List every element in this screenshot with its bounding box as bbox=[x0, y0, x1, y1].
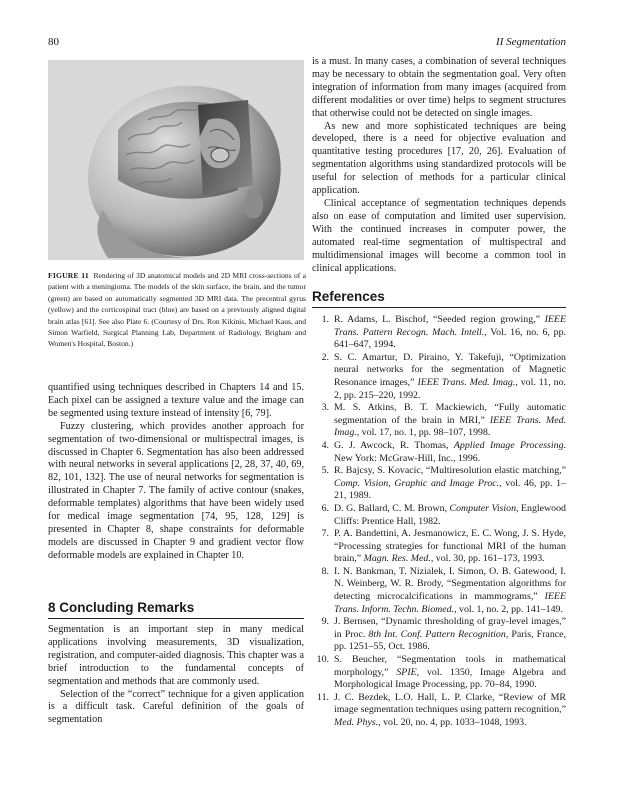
reference-number: 2. bbox=[321, 351, 329, 363]
reference-number: 11. bbox=[317, 691, 329, 703]
caption-label: FIGURE 11 bbox=[48, 271, 89, 280]
reference-authors-title: M. S. Atkins, B. T. Mackiewich, “Fully automatic segmentation of the brain in MRI,” bbox=[334, 402, 566, 426]
reference-authors-title: G. J. Awcock, R. Thomas, bbox=[334, 439, 454, 451]
reference-authors-title: D. G. Ballard, C. M. Brown, bbox=[334, 502, 450, 514]
reference-details: , vol. 30, pp. 161–173, 1993. bbox=[430, 553, 545, 565]
reference-authors-title: J. C. Bezdek, L.O. Hall, L. P. Clarke, “Review of MR image segmentation techniques using pattern recognition,” bbox=[334, 691, 566, 716]
reference-journal: Computer Vision bbox=[449, 502, 517, 514]
right-para-1: is a must. In many cases, a combination of several techniques may be necessary to obtain the segmentation goal. Very often integration of information from many images (acquired from different modalities or over time) helps to segment structures that otherwise could not be detected on single images. bbox=[312, 56, 566, 119]
right-column-text bbox=[312, 56, 566, 275]
reference-number: 4. bbox=[321, 439, 329, 451]
reference-item bbox=[312, 440, 566, 465]
concluding-remarks-text bbox=[48, 624, 304, 727]
left-para-2: Fuzzy clustering, which provides another approach for segmentation of two-dimensional or multispectral images, is discussed in Chapter 6. Segmentation has also been addressed with neural networks in several applications [2, 28, 37, 40, 69, 82, 101, 132]. The use of neural networks for segmentation is illustrated in Chapter 7. The family of active contour (snakes, deformable templates) algorithms that have been widely used for medical image segmentation [74, 95, 128, 129] is presented in Chapter 8, shape constraints for deformable models are discussed in Chapter 9 and gradient vector flow deformable models are explained in Chapter 10. bbox=[48, 420, 304, 561]
reference-authors-title: S. C. Amartur, D. Piraino, Y. Takefuji, “Optimization neural networks for the segmentation of Magnetic Resonance images,” bbox=[334, 351, 566, 388]
reference-journal: Magn. Res. Med. bbox=[363, 553, 431, 565]
reference-number: 8. bbox=[321, 565, 329, 577]
reference-journal: IEEE Trans. Inform. Techn. Biomed. bbox=[334, 591, 566, 615]
left-column-text bbox=[48, 382, 304, 563]
reference-authors-title: J. Bernsen, “Dynamic thresholding of gray-level images,” in Proc. bbox=[334, 616, 566, 640]
caption-text: Rendering of 3D anatomical models and 2D MRI cross-sections of a patient with a meningioma. The models of the skin surface, the brain, and the tumor (green) are based on automatically segmented 3D MRI data. The precentral gyrus (yellow) and the corticospinal tract (blue) are based on a previously aligned digital brain atlas [61]. See also Plate 6. (Courtesy of Drs. Ron Kikinis, Michael Kaus, and Simon Warfield, Surgical Planning Lab, Department of Radiology, Brigham and Women's Hospital, Boston.) bbox=[48, 271, 307, 349]
reference-item bbox=[312, 616, 566, 654]
reference-item bbox=[312, 692, 566, 730]
reference-number: 10. bbox=[316, 654, 329, 666]
reference-item bbox=[312, 566, 566, 616]
reference-number: 7. bbox=[321, 528, 329, 540]
reference-item bbox=[312, 402, 566, 440]
reference-authors-title: R. Bajcsy, S. Kovacic, “Multiresolution elastic matching,” bbox=[334, 465, 566, 477]
reference-item bbox=[312, 352, 566, 402]
reference-details: , vol. 1350, Image Algebra and Morphological Image Processing, pp. 70–84, 1990. bbox=[334, 666, 566, 691]
reference-authors-title: P. A. Bandettini, A. Jesmanowicz, E. C. Wong, J. S. Hyde, “Processing strategies for functional MRI of the human brain,” bbox=[334, 528, 566, 565]
reference-number: 5. bbox=[321, 465, 329, 477]
reference-details: , Vol. 16, no. 6, pp. 641–647, 1994. bbox=[334, 326, 567, 351]
reference-details: , Englewood Cliffs: Prentice Hall, 1982. bbox=[334, 502, 566, 527]
left-para-4: Selection of the “correct” technique for a given application is a difficult task. Careful definition of the goals of segmentation bbox=[48, 688, 304, 726]
reference-item bbox=[312, 465, 566, 503]
page-number: 80 bbox=[48, 36, 59, 48]
references-heading: References bbox=[312, 289, 566, 308]
reference-details: , vol. 1, no. 2, pp. 141–149. bbox=[454, 603, 563, 615]
reference-journal: Comp. Vision, Graphic and Image Proc. bbox=[334, 477, 500, 489]
reference-authors-title: I. N. Bankman, T. Nizialek, I. Simon, O. B. Gatewood, I. N. Weinberg, W. R. Brody, “Segmentation algorithms for detecting microcalcifications in mammograms,” bbox=[334, 565, 566, 603]
reference-authors-title: S. Beucher, “Segmentation tools in mathematical morphology,” bbox=[334, 654, 566, 678]
figure-brain-rendering bbox=[48, 60, 304, 260]
concluding-remarks-heading-wrap bbox=[48, 600, 304, 619]
reference-details: , Paris, France, pp. 1251–55, Oct. 1986. bbox=[334, 628, 566, 653]
reference-journal: IEEE Trans. Med. Imag. bbox=[334, 414, 566, 439]
reference-details: , vol. 11, no. 2, pp. 215–220, 1992. bbox=[334, 376, 566, 401]
left-para-1: quantified using techniques described in Chapters 14 and 15. Each pixel can be assigned a texture value and the image can be segmented using texture instead of intensity [6, 79]. bbox=[48, 382, 304, 419]
reference-number: 1. bbox=[321, 314, 329, 325]
right-para-3: Clinical acceptance of segmentation techniques depends also on ease of computation and limited user supervision. With the continued increases in computer power, the automated real-time segmentation of multispectral and multidimensional images will become a common tool in clinical applications. bbox=[312, 197, 566, 274]
figure-caption bbox=[48, 270, 306, 350]
reference-journal: IEEE Trans. Med. Imag. bbox=[417, 376, 516, 388]
reference-details: , vol. 46, pp. 1–21, 1989. bbox=[334, 477, 566, 502]
reference-item bbox=[312, 314, 566, 352]
reference-item bbox=[312, 503, 566, 528]
reference-authors-title: R. Adams, L. Bischof, “Seeded region growing,” bbox=[334, 314, 545, 325]
left-para-3: Segmentation is an important step in many medical applications involving measurements, 3D visualization, registration, and computer-aided diagnosis. This chapter was a brief introduction to the fundamental concepts of segmentation and methods that are commonly used. bbox=[48, 624, 304, 687]
reference-number: 3. bbox=[321, 402, 329, 414]
section-heading-concluding-remarks: 8 Concluding Remarks bbox=[48, 600, 304, 619]
reference-item bbox=[312, 654, 566, 692]
reference-journal: SPIE bbox=[396, 666, 417, 678]
reference-journal: 8th Int. Conf. Pattern Recognition bbox=[368, 628, 506, 640]
right-para-2: As new and more sophisticated techniques are being developed, there is a need for objective evaluation and quantitative testing procedures [17, 20, 26]. Evaluation of segmentation algorithms using standardized protocols will be useful for selection of methods for a particular clinical application. bbox=[312, 120, 566, 197]
reference-journal: Med. Phys. bbox=[334, 717, 379, 728]
reference-number: 9. bbox=[321, 616, 329, 628]
running-header: II Segmentation bbox=[496, 36, 566, 48]
reference-item bbox=[312, 528, 566, 566]
reference-details: , vol. 20, no. 4, pp. 1033–1048, 1993. bbox=[378, 717, 527, 728]
brain-rendering-image bbox=[48, 60, 304, 260]
references-list bbox=[312, 314, 566, 730]
reference-journal: IEEE Trans. Pattern Recogn. Mach. Intell. bbox=[334, 314, 566, 338]
reference-details: . New York: McGraw-Hill, Inc., 1996. bbox=[334, 439, 566, 464]
reference-journal: Applied Image Processing bbox=[453, 439, 564, 451]
reference-number: 6. bbox=[321, 502, 329, 514]
reference-details: , vol. 17, no. 1, pp. 98–107, 1998. bbox=[356, 427, 491, 439]
references-heading-wrap bbox=[312, 289, 566, 308]
